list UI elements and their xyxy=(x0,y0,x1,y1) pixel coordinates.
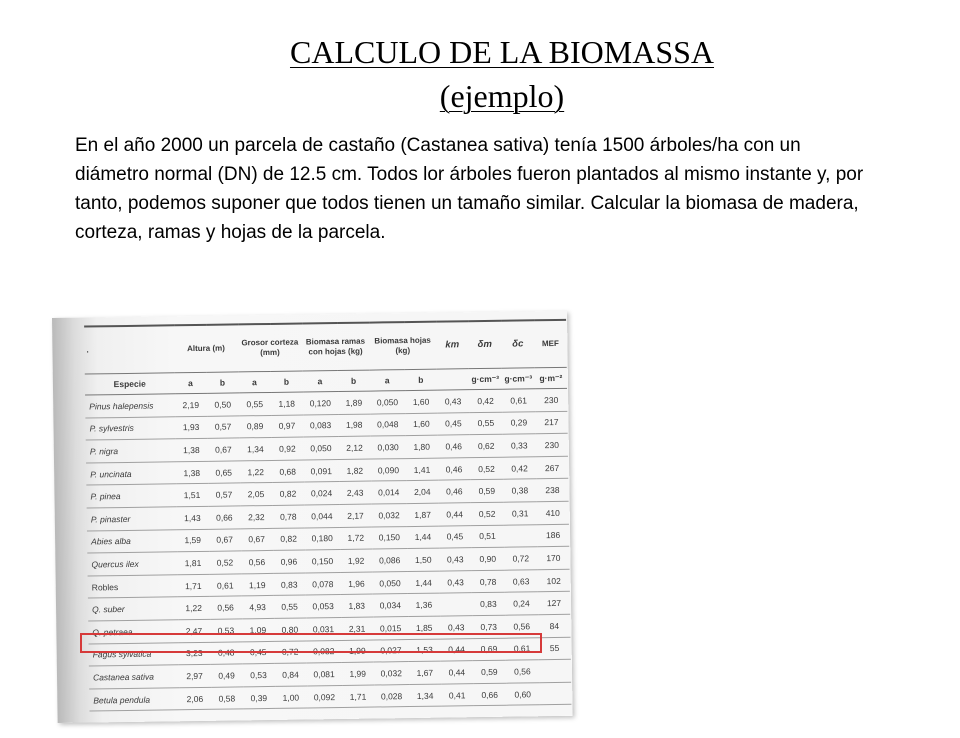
value-cell xyxy=(440,593,472,616)
subheader-a: a xyxy=(302,371,337,392)
value-cell: 238 xyxy=(536,479,568,502)
value-cell: 0,57 xyxy=(208,483,240,506)
value-cell: 0,44 xyxy=(441,661,473,684)
value-cell: 0,43 xyxy=(437,390,469,413)
value-cell xyxy=(504,524,537,547)
value-cell: 0,092 xyxy=(307,685,342,708)
header-grosor: Grosor corteza (mm) xyxy=(238,324,303,372)
species-cell: Betula pendula xyxy=(89,687,179,711)
value-cell: 0,41 xyxy=(441,683,473,706)
value-cell: 1,89 xyxy=(338,391,370,414)
value-cell: 1,19 xyxy=(241,573,273,596)
value-cell: 1,98 xyxy=(338,414,370,437)
value-cell: 1,83 xyxy=(341,594,373,617)
value-cell: 0,015 xyxy=(373,616,408,639)
value-cell: 170 xyxy=(537,546,569,569)
value-cell: 0,44 xyxy=(440,638,472,661)
value-cell: 0,48 xyxy=(210,641,242,664)
value-cell: 0,56 xyxy=(506,660,539,683)
species-cell: P. sylvestris xyxy=(85,416,175,440)
value-cell: 0,82 xyxy=(272,528,304,551)
value-cell: 0,050 xyxy=(303,437,338,460)
value-cell: 0,61 xyxy=(209,574,241,597)
value-cell: 186 xyxy=(537,524,569,547)
value-cell: 0,61 xyxy=(505,637,538,660)
slide-title xyxy=(0,30,960,118)
species-cell: P. nigra xyxy=(86,439,176,463)
subheader-b: b xyxy=(337,370,369,391)
value-cell: 0,45 xyxy=(242,641,274,664)
value-cell: 0,53 xyxy=(242,664,274,687)
value-cell: 0,150 xyxy=(305,550,340,573)
value-cell: 0,59 xyxy=(470,480,503,503)
value-cell: 0,032 xyxy=(371,504,406,527)
value-cell: 1,50 xyxy=(407,548,439,571)
value-cell: 0,55 xyxy=(239,392,271,415)
value-cell: 0,33 xyxy=(503,434,536,457)
value-cell: 0,081 xyxy=(306,663,341,686)
value-cell: 0,150 xyxy=(372,526,407,549)
value-cell: 0,80 xyxy=(274,618,306,641)
value-cell: 0,61 xyxy=(502,389,535,412)
value-cell xyxy=(539,659,571,682)
value-cell: 1,53 xyxy=(408,639,440,662)
value-cell: 1,34 xyxy=(239,438,271,461)
value-cell: 1,44 xyxy=(407,526,439,549)
subheader-a: a xyxy=(174,372,206,393)
value-cell: 0,83 xyxy=(273,573,305,596)
value-cell: 0,56 xyxy=(209,596,241,619)
value-cell: 0,032 xyxy=(374,662,409,685)
value-cell: 267 xyxy=(536,456,568,479)
title-line-2: (ejemplo) xyxy=(439,78,565,114)
value-cell: 0,62 xyxy=(470,434,503,457)
species-cell: Abies alba xyxy=(87,529,177,553)
subheader-dc: g·cm⁻³ xyxy=(502,368,535,389)
value-cell: 0,65 xyxy=(208,461,240,484)
value-cell: 1,80 xyxy=(406,435,438,458)
value-cell: 0,034 xyxy=(373,594,408,617)
value-cell: 1,71 xyxy=(177,574,209,597)
value-cell: 0,53 xyxy=(210,619,242,642)
value-cell: 0,89 xyxy=(239,415,271,438)
value-cell: 2,43 xyxy=(339,481,371,504)
value-cell: 0,46 xyxy=(438,435,470,458)
value-cell: 217 xyxy=(535,411,567,434)
value-cell: 0,050 xyxy=(370,391,405,414)
value-cell: 230 xyxy=(536,433,568,456)
header-altura: Altura (m) xyxy=(174,324,239,372)
subheader-a: a xyxy=(238,371,270,392)
header-dc: δc xyxy=(501,320,535,368)
value-cell: 1,38 xyxy=(176,461,208,484)
value-cell: 0,024 xyxy=(304,482,339,505)
value-cell: 1,51 xyxy=(176,484,208,507)
value-cell: 0,58 xyxy=(211,687,243,710)
value-cell: 0,45 xyxy=(437,412,469,435)
value-cell: 0,027 xyxy=(373,639,408,662)
value-cell: 1,85 xyxy=(408,616,440,639)
value-cell: 2,06 xyxy=(179,687,211,710)
value-cell: 0,63 xyxy=(504,569,537,592)
value-cell: 1,81 xyxy=(177,551,209,574)
value-cell: 1,38 xyxy=(175,439,207,462)
subheader-dm: g·cm⁻³ xyxy=(469,368,502,389)
value-cell: 2,17 xyxy=(339,504,371,527)
value-cell: 2,97 xyxy=(178,664,210,687)
value-cell: 1,22 xyxy=(240,460,272,483)
value-cell: 3,23 xyxy=(178,642,210,665)
value-cell: 0,52 xyxy=(470,457,503,480)
highlighted-row-box xyxy=(80,633,542,653)
value-cell: 0,43 xyxy=(439,570,471,593)
species-cell: P. pinaster xyxy=(87,507,177,531)
value-cell: 1,59 xyxy=(177,529,209,552)
value-cell: 127 xyxy=(538,592,570,615)
value-cell: 0,42 xyxy=(469,389,502,412)
value-cell: 0,60 xyxy=(506,682,539,705)
value-cell: 0,083 xyxy=(303,414,338,437)
value-cell: 0,84 xyxy=(274,663,306,686)
value-cell: 2,12 xyxy=(338,436,370,459)
value-cell: 55 xyxy=(538,637,570,660)
value-cell: 0,082 xyxy=(306,640,341,663)
value-cell: 0,120 xyxy=(303,392,338,415)
value-cell: 1,00 xyxy=(275,686,307,709)
value-cell: 1,60 xyxy=(405,413,437,436)
value-cell: 0,090 xyxy=(371,458,406,481)
header-biomasa-hojas: Biomasa hojas (kg) xyxy=(369,322,437,370)
value-cell: 0,72 xyxy=(274,641,306,664)
value-cell: 0,72 xyxy=(504,547,537,570)
subheader-b: b xyxy=(270,371,302,392)
value-cell: 1,87 xyxy=(406,503,438,526)
species-cell: Robles xyxy=(88,575,178,599)
value-cell: 0,78 xyxy=(272,505,304,528)
value-cell: 4,93 xyxy=(241,596,273,619)
value-cell: 0,55 xyxy=(273,595,305,618)
species-cell: Fagus sylvatica xyxy=(89,642,179,666)
header-biomasa-ramas: Biomasa ramas con hojas (kg) xyxy=(302,323,370,371)
value-cell: 0,49 xyxy=(210,664,242,687)
problem-statement: En el año 2000 un parcela de castaño (Castanea sativa) tenía 1500 árboles/ha con un diámetro normal (DN) de 12.5 cm. Todos lor árboles fueron plantados al mismo instante y, por tanto, podemos suponer que todos tienen un tamaño similar. Calcular la biomasa de madera, corteza, ramas y hojas de la parcela. xyxy=(75,135,864,243)
value-cell: 1,36 xyxy=(408,593,440,616)
value-cell: 0,43 xyxy=(440,616,472,639)
value-cell: 1,34 xyxy=(409,684,441,707)
species-cell: Pinus halepensis xyxy=(85,394,175,418)
value-cell: 0,56 xyxy=(505,615,538,638)
subheader-a: a xyxy=(369,370,404,391)
scanned-page xyxy=(52,311,573,723)
value-cell: 1,22 xyxy=(177,597,209,620)
species-cell: Quercus ilex xyxy=(87,552,177,576)
value-cell: 0,66 xyxy=(208,506,240,529)
value-cell: 0,078 xyxy=(305,572,340,595)
value-cell: 0,180 xyxy=(304,527,339,550)
value-cell: 2,32 xyxy=(240,505,272,528)
value-cell: 0,67 xyxy=(207,438,239,461)
value-cell: 0,42 xyxy=(503,457,536,480)
value-cell: 0,67 xyxy=(240,528,272,551)
value-cell: 2,31 xyxy=(341,617,373,640)
subheader-especie: Especie xyxy=(85,373,175,395)
scanned-table-image xyxy=(52,311,578,738)
subheader-mef: g·m⁻² xyxy=(535,367,567,388)
subheader-km xyxy=(437,369,469,390)
value-cell: 0,091 xyxy=(304,459,339,482)
value-cell: 0,59 xyxy=(473,660,506,683)
value-cell: 0,044 xyxy=(304,504,339,527)
header-dm: δm xyxy=(468,321,502,369)
value-cell: 0,82 xyxy=(272,482,304,505)
value-cell: 1,41 xyxy=(406,458,438,481)
value-cell: 0,73 xyxy=(472,615,505,638)
value-cell: 410 xyxy=(537,501,569,524)
value-cell: 1,96 xyxy=(340,572,372,595)
value-cell: 102 xyxy=(537,569,569,592)
value-cell: 2,05 xyxy=(240,483,272,506)
value-cell: 1,93 xyxy=(175,416,207,439)
value-cell: 0,44 xyxy=(438,503,470,526)
value-cell: 1,92 xyxy=(340,549,372,572)
value-cell: 0,38 xyxy=(503,479,536,502)
value-cell: 0,90 xyxy=(471,547,504,570)
value-cell: 1,99 xyxy=(342,662,374,685)
value-cell: 1,09 xyxy=(242,618,274,641)
value-cell: 0,52 xyxy=(209,551,241,574)
value-cell: 0,29 xyxy=(502,411,535,434)
value-cell: 0,92 xyxy=(271,437,303,460)
value-cell: 0,50 xyxy=(207,393,239,416)
value-cell: 1,72 xyxy=(340,527,372,550)
value-cell: 0,97 xyxy=(271,415,303,438)
value-cell: 1,18 xyxy=(271,392,303,415)
species-cell: P. uncinata xyxy=(86,462,176,486)
value-cell: 230 xyxy=(535,388,567,411)
value-cell: 0,67 xyxy=(209,528,241,551)
value-cell: 0,56 xyxy=(241,551,273,574)
value-cell: 0,57 xyxy=(207,415,239,438)
value-cell: 0,69 xyxy=(472,638,505,661)
value-cell: 2,19 xyxy=(175,393,207,416)
value-cell: 0,048 xyxy=(370,413,405,436)
value-cell: 0,51 xyxy=(471,525,504,548)
value-cell: 1,99 xyxy=(341,640,373,663)
header-mef: MEF xyxy=(534,320,567,368)
value-cell: 84 xyxy=(538,614,570,637)
value-cell: 0,78 xyxy=(471,570,504,593)
title-line-1: CALCULO DE LA BIOMASSA xyxy=(289,34,715,70)
value-cell: 0,028 xyxy=(374,684,409,707)
value-cell: 0,52 xyxy=(470,502,503,525)
species-cell: Q. suber xyxy=(88,597,178,621)
value-cell: 0,030 xyxy=(370,436,405,459)
value-cell: 0,031 xyxy=(306,617,341,640)
species-cell: P. pinea xyxy=(86,484,176,508)
species-cell: Q. petraea xyxy=(88,620,178,644)
value-cell: 1,43 xyxy=(176,506,208,529)
value-cell: 2,04 xyxy=(406,480,438,503)
species-cell: Castanea sativa xyxy=(89,665,179,689)
value-cell: 1,44 xyxy=(407,571,439,594)
value-cell: 0,053 xyxy=(305,595,340,618)
value-cell: 0,39 xyxy=(243,686,275,709)
value-cell: 0,014 xyxy=(371,481,406,504)
value-cell: 2,47 xyxy=(178,619,210,642)
value-cell: 0,55 xyxy=(469,412,502,435)
value-cell: 0,43 xyxy=(439,548,471,571)
subheader-b: b xyxy=(405,369,437,390)
value-cell: 1,60 xyxy=(405,390,437,413)
value-cell: 0,086 xyxy=(372,549,407,572)
value-cell: 0,45 xyxy=(439,525,471,548)
value-cell: 0,83 xyxy=(472,593,505,616)
value-cell: 0,46 xyxy=(438,480,470,503)
value-cell: 0,66 xyxy=(473,683,506,706)
value-cell: 0,68 xyxy=(272,460,304,483)
value-cell: 1,82 xyxy=(339,459,371,482)
header-blank: . xyxy=(84,325,174,374)
value-cell: 0,31 xyxy=(504,502,537,525)
value-cell: 0,24 xyxy=(505,592,538,615)
value-cell: 1,67 xyxy=(409,661,441,684)
value-cell xyxy=(539,682,571,705)
subheader-b: b xyxy=(206,372,238,393)
table-header-groups xyxy=(84,320,567,374)
header-km: km xyxy=(436,321,469,369)
value-cell: 0,050 xyxy=(372,571,407,594)
value-cell: 1,71 xyxy=(342,685,374,708)
value-cell: 0,46 xyxy=(438,457,470,480)
value-cell: 0,96 xyxy=(273,550,305,573)
